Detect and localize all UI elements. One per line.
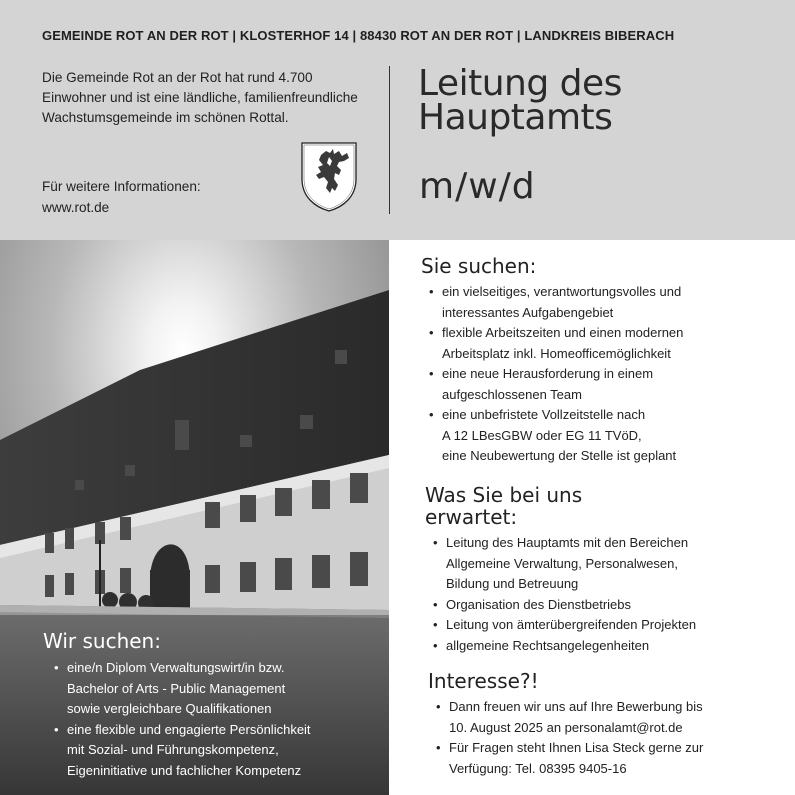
heading-line: Was Sie bei uns — [425, 483, 583, 507]
was-sie-erwartet-section — [425, 484, 696, 656]
wir-suchen-section — [43, 628, 383, 781]
website-link[interactable]: www.rot.de — [42, 200, 110, 215]
gender-note: m/w/d — [419, 166, 536, 207]
job-title-line: Hauptamts — [418, 97, 613, 138]
top-banner — [0, 0, 795, 240]
list-item-line: • Leitung von ämterübergreifenden Projekten — [446, 617, 697, 632]
job-title-line: Leitung des — [418, 63, 622, 104]
list-item-line: • eine/n Diplom Verwaltungswirt/in bzw. — [67, 660, 285, 675]
interesse-list — [428, 697, 703, 779]
was-sie-erwartet-list — [425, 533, 696, 656]
list-item-line: aufgeschlossenen Team — [442, 386, 582, 402]
heading-line: erwartet: — [425, 505, 518, 529]
list-item-line: • eine flexible und engagierte Persönlichkeit — [67, 721, 311, 737]
list-item-line: • Dann freuen wir uns auf Ihre Bewerbung bis — [449, 699, 703, 714]
list-item-line: • eine neue Herausforderung in einem — [442, 366, 654, 381]
list-item-line: mit Sozial- und Führungskompetenz, — [67, 742, 279, 757]
job-title — [418, 63, 622, 138]
intro-line: Die Gemeinde Rot an der Rot hat rund 4.700 — [42, 70, 313, 85]
list-item-line: Arbeitsplatz inkl. Homeofficemöglichkeit — [442, 345, 671, 361]
sie-suchen-section — [421, 255, 683, 467]
sie-suchen-heading: Sie suchen: — [421, 254, 537, 278]
wir-suchen-heading: Wir suchen: — [43, 629, 161, 653]
list-item-line: interessantes Aufgabengebiet — [442, 304, 614, 320]
list-item-line: Eigeninitiative und fachlicher Kompetenz — [67, 762, 302, 778]
list-item — [43, 658, 383, 720]
list-item — [425, 615, 696, 636]
list-item-line: eine Neubewertung der Stelle ist geplant — [442, 448, 677, 463]
interesse-section — [428, 670, 703, 779]
list-item-line: • Organisation des Dienstbetriebs — [446, 596, 631, 612]
list-item — [425, 533, 696, 595]
intro-line: Einwohner und ist eine ländliche, familienfreundliche — [42, 90, 358, 105]
more-info-label: Für weitere Informationen: — [42, 179, 201, 194]
address-header: GEMEINDE ROT AN DER ROT | KLOSTERHOF 14 | 88430 ROT AN DER ROT | LANDKREIS BIBERACH — [42, 28, 675, 43]
list-item — [428, 738, 703, 779]
list-item — [425, 595, 696, 616]
list-item-line: Bachelor of Arts - Public Management — [67, 680, 286, 696]
list-item — [421, 323, 683, 364]
list-item-line: • eine unbefristete Vollzeitstelle nach — [442, 407, 646, 422]
list-item — [421, 364, 683, 405]
list-item — [421, 405, 683, 467]
list-item-line: A 12 LBesGBW oder EG 11 TVöD, — [442, 427, 642, 443]
list-item-line: Verfügung: Tel. 08395 9405-16 — [449, 760, 627, 776]
list-item-line: • Für Fragen steht Ihnen Lisa Steck gerne zur — [449, 740, 704, 755]
was-sie-erwartet-heading — [425, 484, 696, 528]
list-item-line: • ein vielseitiges, verantwortungsvolles und — [442, 284, 682, 299]
wir-suchen-list — [43, 658, 383, 781]
list-item — [428, 697, 703, 738]
list-item-line: Allgemeine Verwaltung, Personalwesen, — [446, 555, 678, 571]
list-item — [43, 720, 383, 782]
griffin-coat-of-arms-icon — [299, 139, 359, 213]
vertical-divider — [389, 66, 390, 214]
list-item-line: 10. August 2025 an personalamt@rot.de — [449, 719, 683, 735]
list-item-line: sowie vergleichbare Qualifikationen — [67, 701, 272, 716]
intro-line: Wachstumsgemeinde im schönen Rottal. — [42, 110, 289, 125]
list-item — [421, 282, 683, 323]
municipality-intro — [42, 68, 392, 128]
list-item-line: • allgemeine Rechtsangelegenheiten — [446, 637, 650, 653]
list-item — [425, 636, 696, 657]
sie-suchen-list — [421, 282, 683, 467]
interesse-heading: Interesse?! — [428, 669, 539, 693]
list-item-line: • flexible Arbeitszeiten und einen modernen — [442, 325, 684, 340]
list-item-line: • Leitung des Hauptamts mit den Bereichen — [446, 535, 689, 550]
list-item-line: Bildung und Betreuung — [446, 576, 579, 591]
more-info — [42, 176, 201, 218]
